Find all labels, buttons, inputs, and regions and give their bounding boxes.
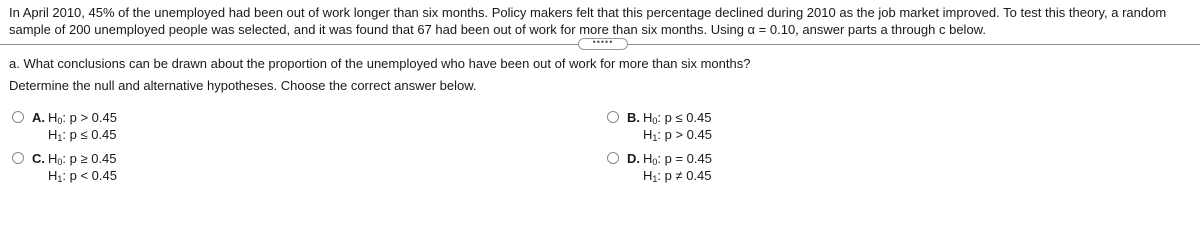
alternative-hypothesis-text: : p < 0.45 bbox=[62, 168, 117, 183]
radio-button-a[interactable] bbox=[12, 111, 24, 123]
option-letter: B. bbox=[627, 110, 640, 125]
null-hypothesis-text: : p = 0.45 bbox=[657, 151, 712, 166]
alt-subscript: 1 bbox=[652, 133, 658, 143]
h-symbol: H bbox=[48, 168, 58, 183]
null-subscript: 0 bbox=[652, 157, 658, 167]
part-a-instruction: Determine the null and alternative hypotheses. Choose the correct answer below. bbox=[9, 78, 477, 93]
alternative-hypothesis-text: : p ≤ 0.45 bbox=[62, 127, 117, 142]
null-hypothesis-text: : p ≤ 0.45 bbox=[657, 110, 712, 125]
h-symbol: H bbox=[643, 110, 653, 125]
answer-option-a[interactable] bbox=[12, 110, 117, 144]
null-hypothesis-text: : p ≥ 0.45 bbox=[62, 151, 117, 166]
option-letter: A. bbox=[32, 110, 45, 125]
problem-statement: In April 2010, 45% of the unemployed had been out of work longer than six months. Policy makers felt that this percentage declined during 2010 as the job market improved. To test this theory, a random sample of 200 unemployed people was selected, and it was found that 67 had been out of work for more than six months. Using α = 0.10, answer parts a through c below. bbox=[9, 5, 1167, 37]
alt-subscript: 1 bbox=[652, 174, 658, 184]
null-hypothesis bbox=[643, 151, 712, 168]
alternative-hypothesis-text: : p ≠ 0.45 bbox=[657, 168, 712, 183]
h-symbol: H bbox=[48, 110, 58, 125]
hypotheses bbox=[643, 110, 712, 144]
null-subscript: 0 bbox=[57, 116, 63, 126]
answer-option-d[interactable] bbox=[607, 151, 712, 185]
more-dots-icon: ••••• bbox=[592, 36, 614, 47]
radio-button-d[interactable] bbox=[607, 152, 619, 164]
expand-problem-button[interactable] bbox=[578, 38, 628, 50]
alt-subscript: 1 bbox=[57, 133, 63, 143]
hypotheses bbox=[48, 151, 117, 185]
h-symbol: H bbox=[643, 151, 653, 166]
null-subscript: 0 bbox=[57, 157, 63, 167]
hypotheses bbox=[48, 110, 117, 144]
h-symbol: H bbox=[643, 127, 653, 142]
alternative-hypothesis bbox=[48, 168, 117, 185]
null-hypothesis-text: : p > 0.45 bbox=[62, 110, 117, 125]
null-hypothesis bbox=[643, 110, 712, 127]
part-a-question: a. What conclusions can be drawn about the proportion of the unemployed who have been out of work for more than six months? bbox=[9, 56, 751, 71]
null-subscript: 0 bbox=[652, 116, 658, 126]
null-hypothesis bbox=[48, 151, 117, 168]
h-symbol: H bbox=[643, 168, 653, 183]
answer-option-b[interactable] bbox=[607, 110, 712, 144]
h-symbol: H bbox=[48, 151, 58, 166]
h-symbol: H bbox=[48, 127, 58, 142]
answer-option-c[interactable] bbox=[12, 151, 117, 185]
alternative-hypothesis bbox=[643, 168, 712, 185]
hypotheses bbox=[643, 151, 712, 185]
radio-button-b[interactable] bbox=[607, 111, 619, 123]
alternative-hypothesis-text: : p > 0.45 bbox=[657, 127, 712, 142]
option-letter: C. bbox=[32, 151, 45, 166]
alternative-hypothesis bbox=[643, 127, 712, 144]
radio-button-c[interactable] bbox=[12, 152, 24, 164]
alternative-hypothesis bbox=[48, 127, 117, 144]
alt-subscript: 1 bbox=[57, 174, 63, 184]
option-letter: D. bbox=[627, 151, 640, 166]
null-hypothesis bbox=[48, 110, 117, 127]
